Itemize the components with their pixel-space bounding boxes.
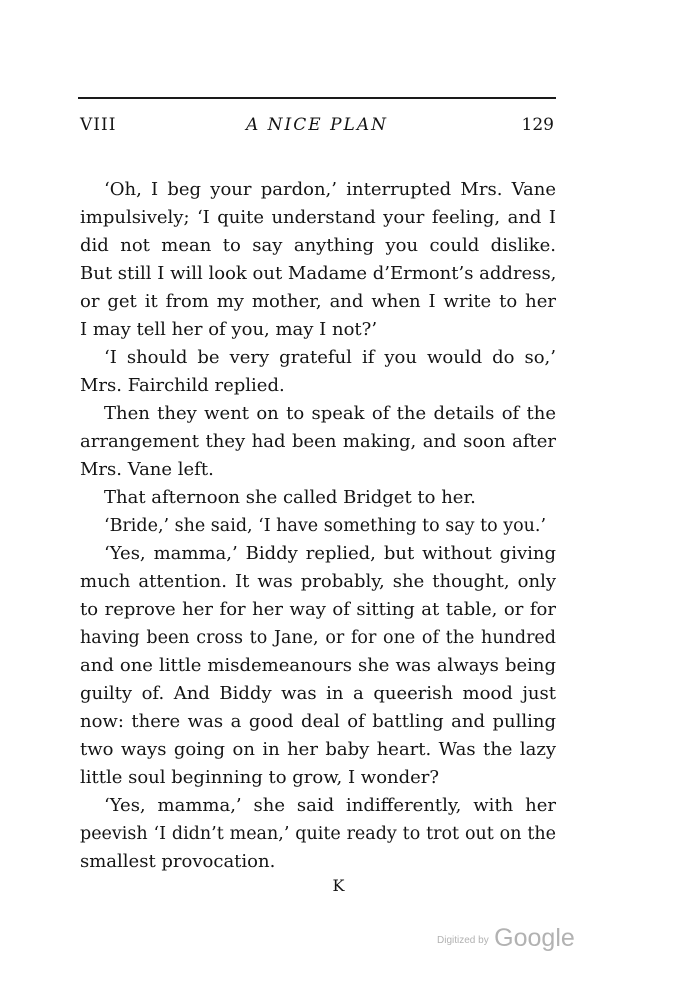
text-line: impulsively; ‘I quite understand your feeling, and I	[80, 207, 556, 228]
text-line: guilty of. And Biddy was in a queerish mood just	[80, 683, 556, 704]
text-line: two ways going on in her baby heart. Was the lazy	[80, 739, 556, 760]
text-line: little soul beginning to grow, I wonder?	[80, 767, 440, 788]
text-line: But still I will look out Madame d’Ermont’s address,	[80, 263, 557, 284]
text-line: ‘Yes, mamma,’ she said indifferently, with her	[104, 795, 556, 816]
text-line: much attention. It was probably, she thought, only	[80, 571, 556, 592]
chapter-number: VIII	[80, 115, 117, 135]
text-line: Then they went on to speak of the details of the	[104, 403, 556, 424]
text-line: peevish ‘I didn’t mean,’ quite ready to trot out on the	[80, 824, 556, 844]
google-watermark	[437, 924, 575, 954]
text-line: Mrs. Vane left.	[80, 459, 214, 480]
text-line: That afternoon she called Bridget to her.	[104, 487, 476, 508]
watermark-brand: Google	[494, 924, 575, 952]
header-rule	[78, 97, 556, 99]
text-line: to reprove her for her way of sitting at table, or for	[80, 599, 556, 620]
text-line: ‘Bride,’ she said, ‘I have something to say to you.’	[104, 516, 547, 536]
text-line: now: there was a good deal of battling and pulling	[80, 711, 556, 732]
running-header	[78, 115, 556, 139]
text-line: arrangement they had been making, and soon after	[80, 431, 556, 452]
text-line: smallest provocation.	[80, 851, 276, 872]
signature-mark: K	[332, 876, 345, 895]
body-text	[80, 176, 556, 876]
running-title: A NICE PLAN	[246, 115, 388, 135]
text-line: having been cross to Jane, or for one of the hundred	[80, 628, 556, 648]
text-line: Mrs. Fairchild replied.	[80, 375, 285, 396]
text-line: and one little misdemeanours she was always being	[80, 655, 556, 676]
text-line: ‘Yes, mamma,’ Biddy replied, but without giving	[104, 543, 556, 564]
text-line: did not mean to say anything you could dislike.	[80, 235, 556, 256]
watermark-prefix: Digitized by	[437, 935, 489, 946]
text-line: I may tell her of you, may I not?’	[80, 319, 378, 340]
text-line: ‘Oh, I beg your pardon,’ interrupted Mrs. Vane	[104, 179, 556, 200]
text-line: ‘I should be very grateful if you would do so,’	[104, 347, 556, 368]
text-line: or get it from my mother, and when I write to her	[80, 291, 556, 312]
page-number: 129	[521, 115, 554, 135]
